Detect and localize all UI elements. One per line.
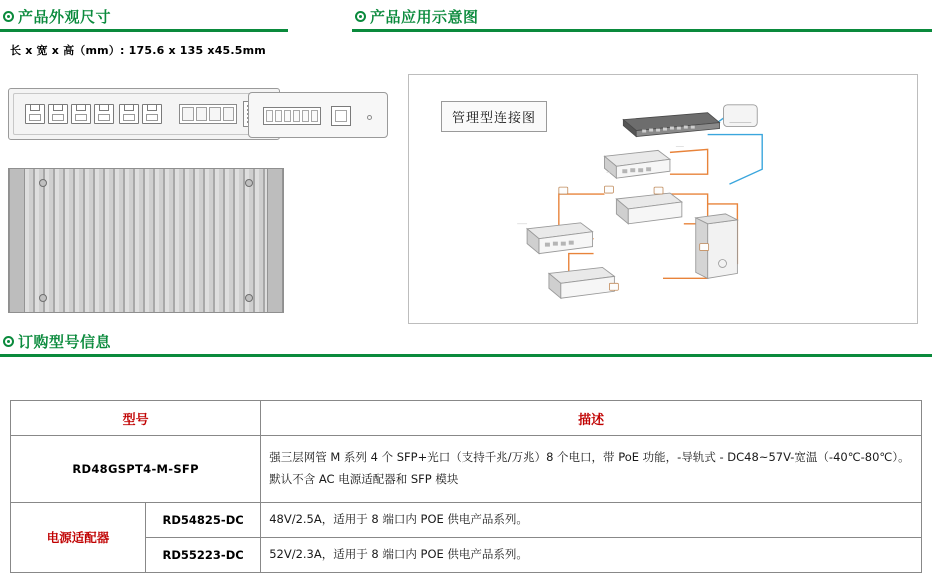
terminal-pin — [275, 110, 282, 122]
table-header-description: 描述 — [261, 401, 922, 436]
switch-device-bottom — [549, 267, 614, 298]
rj45-port-icon — [25, 104, 45, 124]
screw-hole-icon — [245, 294, 253, 302]
terminal-pin — [311, 110, 318, 122]
terminal-pin — [266, 110, 273, 122]
switch-device-upper — [604, 150, 669, 178]
heatsink-right-edge — [267, 169, 283, 312]
network-topology-diagram — [409, 75, 917, 323]
cell-adapter-desc-1: 48V/2.5A，适用于 8 端口内 POE 供电产品系列。 — [261, 503, 922, 538]
circle-bullet-icon — [2, 335, 16, 349]
circle-bullet-icon — [2, 10, 16, 24]
rj45-port-group-right — [119, 104, 162, 124]
sfp-slot-icon — [223, 107, 235, 121]
order-info-table — [10, 400, 922, 573]
section-title-dimensions: 产品外观尺寸 — [18, 8, 112, 26]
table-header-model: 型号 — [11, 401, 261, 436]
switch-device-left — [527, 223, 592, 254]
cell-description-main: 强三层网管 M 系列 4 个 SFP+光口（支持千兆/万兆）8 个电口，带 PoE 功能，-导轨式 - DC48~57V-宽温（-40℃-80℃）。默认不含 AC 电源适配器和 SFP 模块 — [261, 436, 922, 503]
core-switch-device — [623, 113, 719, 137]
rj45-port-icon — [48, 104, 68, 124]
side-console-port-icon — [331, 106, 351, 126]
access-point-device — [724, 105, 758, 127]
rj45-port-group-left — [25, 104, 114, 124]
screw-hole-icon — [245, 179, 253, 187]
rj45-port-icon — [119, 104, 139, 124]
table-row — [11, 436, 922, 503]
table-row — [11, 537, 922, 572]
sfp-slot-icon — [196, 107, 208, 121]
device-side-view — [248, 92, 388, 138]
cell-model-main: RD48GSPT4-M-SFP — [11, 436, 261, 503]
section-header-application — [352, 5, 932, 32]
terminal-pin — [284, 110, 291, 122]
section-title-application: 产品应用示意图 — [370, 8, 479, 26]
screw-hole-icon — [39, 294, 47, 302]
section-header-order — [0, 330, 932, 357]
table-row — [11, 503, 922, 538]
device-front-view — [8, 88, 280, 140]
side-led-indicator — [367, 115, 372, 120]
sfp-slot-group — [179, 104, 237, 124]
sfp-slot-icon — [182, 107, 194, 121]
sfp-slot-icon — [209, 107, 221, 121]
terminal-block-icon — [263, 107, 321, 125]
dimension-spec-text: 长 x 宽 x 高（mm）: 175.6 x 135 x45.5mm — [10, 44, 266, 57]
screw-hole-icon — [39, 179, 47, 187]
cell-adapter-model-2: RD55223-DC — [146, 537, 261, 572]
cell-adapter-desc-2: 52V/2.3A，适用于 8 端口内 POE 供电产品系列。 — [261, 537, 922, 572]
rj45-port-icon — [94, 104, 114, 124]
table-header-row — [11, 401, 922, 436]
application-diagram-box — [408, 74, 918, 324]
section-title-order: 订购型号信息 — [18, 333, 112, 351]
rj45-port-icon — [71, 104, 91, 124]
terminal-pin — [293, 110, 300, 122]
cell-adapter-group-label: 电源适配器 — [11, 503, 146, 573]
cell-adapter-model-1: RD54825-DC — [146, 503, 261, 538]
switch-device-right — [616, 193, 681, 224]
terminal-pin — [302, 110, 309, 122]
diagram-label: 管理型连接图 — [441, 101, 547, 132]
device-top-view — [8, 168, 284, 313]
section-header-dimensions — [0, 5, 288, 32]
circle-bullet-icon — [354, 10, 368, 24]
heatsink-left-edge — [9, 169, 25, 312]
rj45-port-icon — [142, 104, 162, 124]
